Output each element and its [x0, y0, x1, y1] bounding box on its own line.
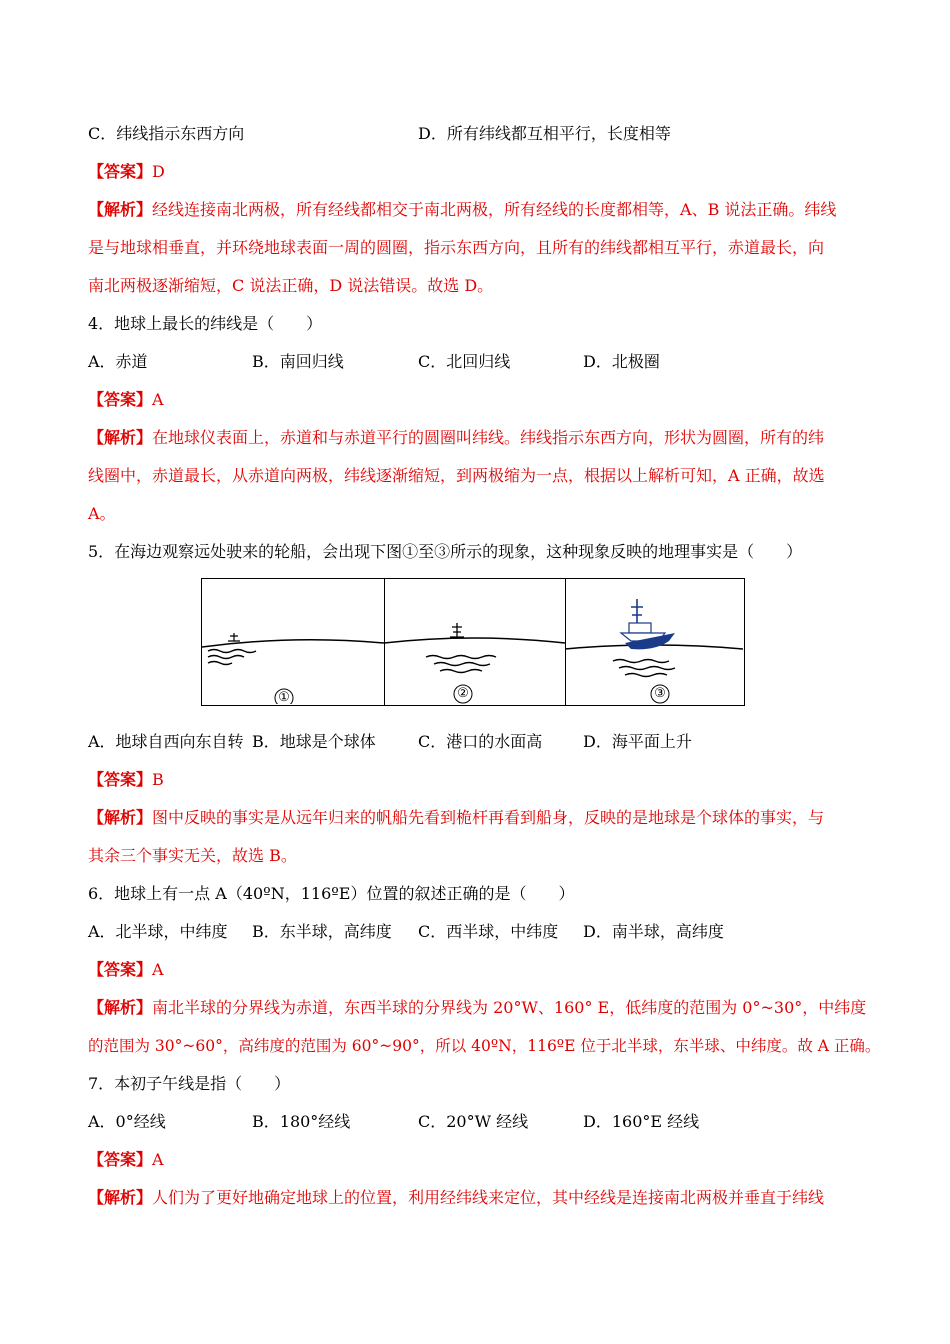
q4-option-d: D．北极圈: [583, 352, 660, 371]
explanation-tag: 【解析】: [88, 998, 153, 1017]
ship-horizon-figure: [201, 578, 745, 706]
q7-answer: [88, 1149, 164, 1171]
answer-tag: 【答案】: [88, 770, 153, 789]
q5-option-d: D．海平面上升: [583, 732, 692, 751]
q6-answer: [88, 959, 164, 981]
answer-value: D: [152, 162, 165, 181]
q4-option-b: B．南回归线: [252, 352, 344, 371]
q4-stem: 4．地球上最长的纬线是（ ）: [88, 314, 323, 333]
explanation-tag: 【解析】: [88, 808, 153, 827]
q4-explanation-line3: A。: [88, 504, 116, 523]
q4-option-c: C．北回归线: [418, 352, 511, 371]
answer-value: A: [152, 960, 164, 979]
explanation-text: 南北半球的分界线为赤道，东西半球的分界线为 20°W、160° E，低纬度的范围为 0°~30°，中纬度: [152, 998, 867, 1017]
q4-explanation-line2: 线圈中，赤道最长，从赤道向两极，纬线逐渐缩短，到两极缩为一点，根据以上解析可知，A 正确，故选: [88, 466, 825, 485]
q5-option-a: A．地球自西向东自转: [88, 732, 244, 751]
q3-answer: [88, 161, 165, 183]
explanation-tag: 【解析】: [88, 428, 153, 447]
q5-option-b: B．地球是个球体: [252, 732, 376, 751]
q7-option-d: D．160°E 经线: [583, 1112, 700, 1131]
q5-explanation-line2: 其余三个事实无关，故选 B。: [88, 846, 297, 865]
answer-tag: 【答案】: [88, 960, 153, 979]
q4-option-a: A．赤道: [88, 352, 148, 371]
q7-explanation-line1: [88, 1187, 824, 1209]
panel-2-drawing: [384, 579, 565, 704]
q3-explanation-line1: [88, 199, 836, 221]
q6-explanation-line2: 的范围为 30°~60°，高纬度的范围为 60°~90°，所以 40ºN，116ºE 位于北半球，东半球、中纬度。故 A 正确。: [88, 1037, 881, 1055]
explanation-text: 图中反映的事实是从远年归来的帆船先看到桅杆再看到船身，反映的是地球是个球体的事实，与: [152, 808, 825, 827]
answer-tag: 【答案】: [88, 1150, 153, 1169]
figure-panel-3: [565, 579, 743, 705]
q7-option-a: A．0°经线: [88, 1112, 166, 1131]
figure-panel-1: [202, 579, 385, 705]
q3-explanation-line3: 南北两极逐渐缩短，C 说法正确，D 说法错误。故选 D。: [88, 276, 494, 295]
q5-option-c: C．港口的水面高: [418, 732, 543, 751]
answer-tag: 【答案】: [88, 162, 153, 181]
answer-value: B: [152, 770, 164, 789]
ship-mast-icon: [450, 623, 464, 637]
q6-option-d: D．南半球，高纬度: [583, 922, 724, 941]
explanation-tag: 【解析】: [88, 200, 153, 219]
explanation-text: 人们为了更好地确定地球上的位置，利用经纬线来定位，其中经线是连接南北两极并垂直于纬线: [152, 1188, 825, 1207]
answer-value: A: [152, 390, 164, 409]
q6-option-b: B．东半球，高纬度: [252, 922, 392, 941]
q5-explanation-line1: [88, 807, 824, 829]
q5-answer: [88, 769, 164, 791]
q6-stem: 6．地球上有一点 A（40ºN，116ºE）位置的叙述正确的是（ ）: [88, 884, 575, 903]
q7-option-c: C．20°W 经线: [418, 1112, 529, 1131]
q3-option-d: D．所有纬线都互相平行，长度相等: [418, 124, 671, 143]
ship-mast-icon: [228, 633, 240, 641]
answer-value: A: [152, 1150, 164, 1169]
q6-option-c: C．西半球，中纬度: [418, 922, 559, 941]
panel-1-drawing: [202, 579, 384, 704]
explanation-text: 经线连接南北两极，所有经线都相交于南北两极，所有经线的长度都相等，A、B 说法正确。纬线: [152, 200, 837, 219]
figure-panel-2: [384, 579, 566, 705]
panel-label: ②: [457, 686, 469, 701]
answer-tag: 【答案】: [88, 390, 153, 409]
q7-option-b: B．180°经线: [252, 1112, 351, 1131]
explanation-text: 在地球仪表面上，赤道和与赤道平行的圆圈叫纬线。纬线指示东西方向，形状为圆圈，所有的纬: [152, 428, 825, 447]
q7-stem: 7．本初子午线是指（ ）: [88, 1074, 291, 1093]
q3-option-c: C．纬线指示东西方向: [88, 124, 245, 143]
panel-label: ③: [654, 686, 666, 701]
q5-stem: 5．在海边观察远处驶来的轮船，会出现下图①至③所示的现象，这种现象反映的地理事实是（ ）: [88, 542, 803, 561]
panel-label: ①: [278, 690, 290, 705]
q3-explanation-line2: 是与地球相垂直，并环绕地球表面一周的圆圈，指示东西方向，且所有的纬线都相互平行，赤道最长，向: [88, 238, 825, 257]
q4-explanation-line1: [88, 427, 824, 449]
q6-option-a: A．北半球，中纬度: [88, 922, 228, 941]
q6-explanation-line1: [88, 997, 866, 1019]
explanation-tag: 【解析】: [88, 1188, 153, 1207]
ship-icon: [621, 599, 675, 649]
q4-answer: [88, 389, 164, 411]
